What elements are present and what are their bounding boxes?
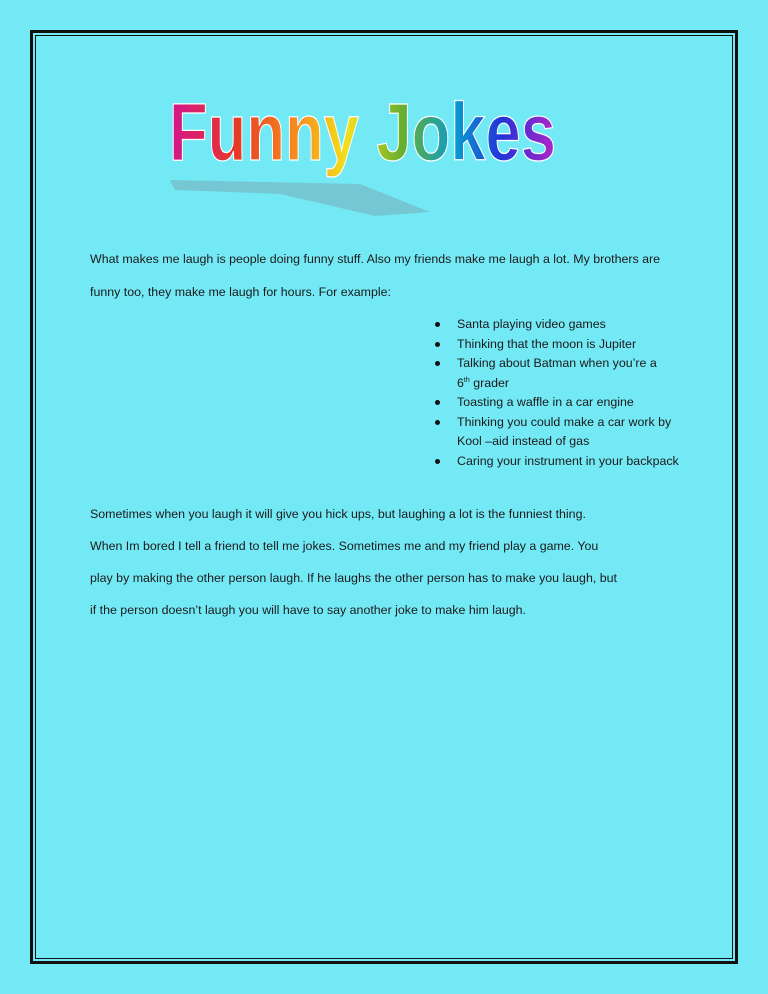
list-item: Thinking you could make a car work by Kool –aid instead of gas: [433, 413, 683, 452]
list-item: Toasting a waffle in a car engine: [433, 393, 683, 413]
bullet-icon: [435, 322, 440, 327]
wordart-title-text: Funny Jokes: [169, 85, 556, 178]
bullet-icon: [435, 459, 440, 464]
list-item: Caring your instrument in your backpack: [433, 452, 683, 472]
list-item: Talking about Batman when you’re a 6th grader: [433, 354, 683, 393]
list-item: Thinking that the moon is Jupiter: [433, 335, 683, 355]
paragraph-3-line-2: play by making the other person laugh. If he laughs the other person has to make you laugh, but: [90, 571, 617, 585]
bullet-icon: [435, 400, 440, 405]
paragraph-3-line-3: if the person doesn’t laugh you will have to say another joke to make him laugh.: [90, 603, 526, 617]
bullet-icon: [435, 420, 440, 425]
bullet-icon: [435, 342, 440, 347]
intro-line-2: funny too, they make me laugh for hours. For example:: [90, 285, 391, 299]
wordart-title-graphic: [160, 72, 620, 222]
bullet-icon: [435, 361, 440, 366]
paragraph-2: Sometimes when you laugh it will give you hick ups, but laughing a lot is the funniest thing.: [90, 507, 586, 521]
intro-line-1: What makes me laugh is people doing funny stuff. Also my friends make me laugh a lot. My brothers are: [90, 252, 661, 266]
examples-list: [433, 315, 683, 471]
paragraph-3-line-1: When Im bored I tell a friend to tell me jokes. Sometimes me and my friend play a game. You: [90, 539, 599, 553]
wordart-shadow: [170, 180, 430, 216]
list-item: Santa playing video games: [433, 315, 683, 335]
wordart-title: [160, 72, 620, 222]
